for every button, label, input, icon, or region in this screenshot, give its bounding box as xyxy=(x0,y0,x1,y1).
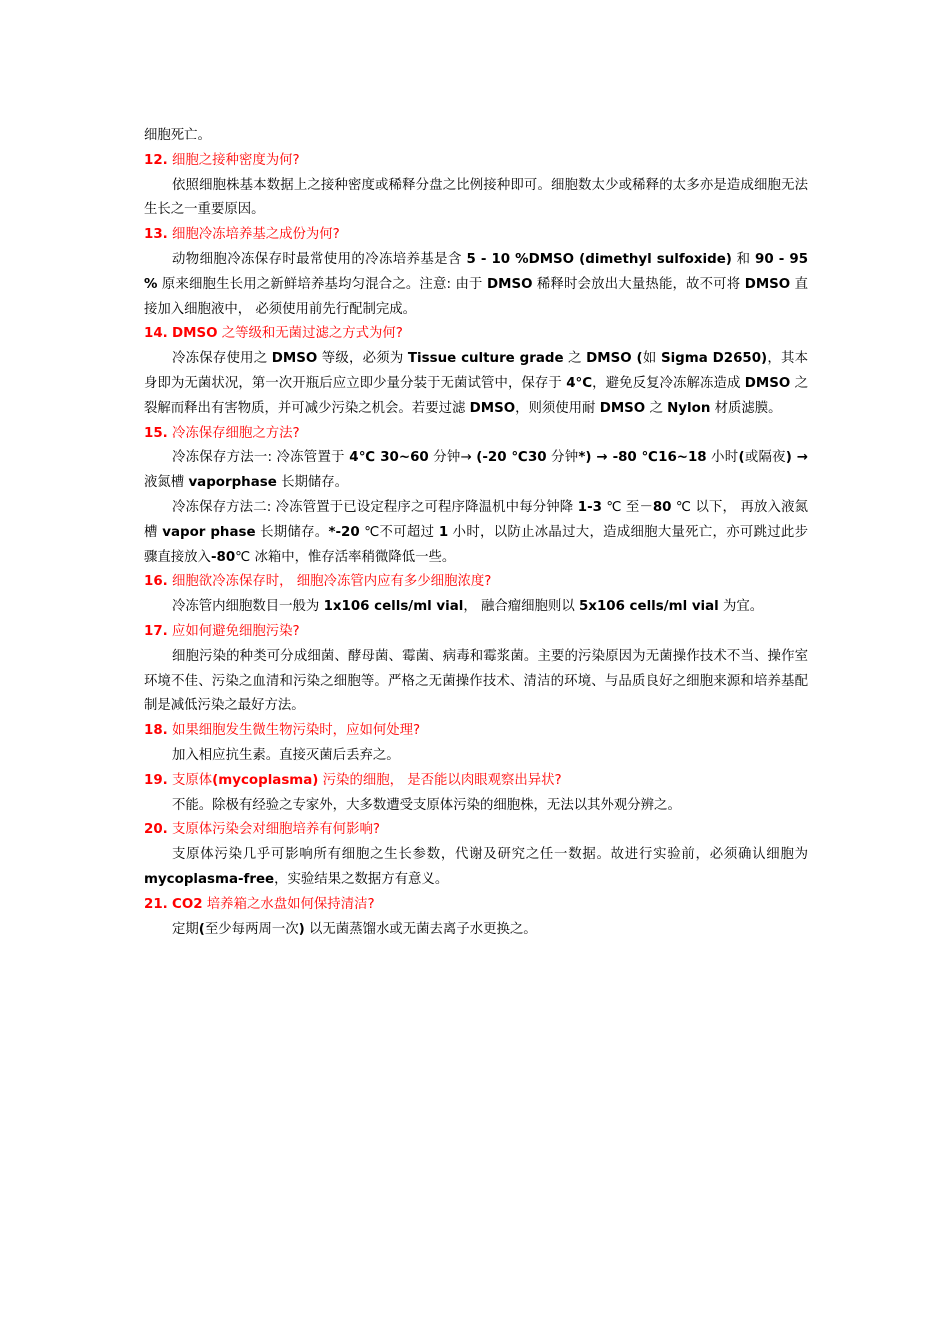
answer-bold: ( xyxy=(198,921,205,937)
answer-bold: (-20 ℃30 xyxy=(476,450,547,466)
answer-bold: DMSO ( xyxy=(586,351,643,367)
answer-bold: vapor phase xyxy=(162,524,256,540)
answer-text: 冷冻保存方法一: 冷冻管置于 xyxy=(172,450,350,466)
answer-text: 稀释时会放出大量热能，故不可将 xyxy=(532,276,745,292)
question-text: 冷冻保存细胞之方法? xyxy=(172,425,300,441)
answer-text: ℃不可超过 xyxy=(359,524,439,540)
question-number: 14. xyxy=(144,326,168,342)
answer-bold: Nylon xyxy=(667,400,711,416)
question-bold: CO2 xyxy=(172,896,203,912)
answer-bold: 1-3 xyxy=(577,499,602,515)
answer-20 xyxy=(144,843,808,893)
question-number: 12. xyxy=(144,152,168,168)
question-16-heading xyxy=(144,570,808,595)
question-text: 支原体污染会对细胞培养有何影响? xyxy=(172,822,380,838)
question-text: 细胞之接种密度为何? xyxy=(172,152,300,168)
answer-bold: ( xyxy=(738,450,745,466)
answer-text: ℃ 冰箱中，惟存活率稍微降低一些。 xyxy=(235,549,456,565)
answer-19: 不能。除极有经验之专家外，大多数遭受支原体污染的细胞株，无法以其外观分辨之。 xyxy=(172,797,681,813)
answer-text: ℃ 以下， 再放入液氮槽 xyxy=(144,499,808,540)
answer-bold: Sigma D2650) xyxy=(660,351,768,367)
question-17-heading xyxy=(144,620,808,645)
answer-text: 长期储存。 xyxy=(276,475,349,491)
question-19-heading xyxy=(144,769,808,794)
answer-text: 直接加入细胞液中， 必须使用前先行配制完成。 xyxy=(144,276,809,317)
question-number: 18. xyxy=(144,723,168,739)
answer-text: 至少每两周一次 xyxy=(204,921,299,937)
answer-bold: *) → -80 ℃16~18 xyxy=(578,450,707,466)
answer-bold: DMSO xyxy=(599,400,646,416)
question-number: 19. xyxy=(144,772,168,788)
answer-text: ℃ 至－ xyxy=(601,499,653,515)
answer-bold: DMSO xyxy=(744,276,791,292)
answer-text: 冷冻管内细胞数目一般为 xyxy=(172,599,324,615)
answer-bold: 5x106 cells/ml vial xyxy=(578,599,719,615)
answer-text: 和 xyxy=(731,251,756,267)
question-text: 之等级和无菌过滤之方式为何? xyxy=(217,326,403,342)
question-15-heading xyxy=(144,422,808,447)
answer-bold: DMSO xyxy=(469,400,516,416)
answer-text: 小时，以防止冰晶过大，造成细胞大量死亡，亦可跳过此步骤直接放入 xyxy=(144,524,808,565)
document-body xyxy=(144,124,808,942)
answer-text: 为宜。 xyxy=(718,599,764,615)
answer-17: 细胞污染的种类可分成细菌、酵母菌、霉菌、病毒和霉浆菌。主要的污染原因为无菌操作技术不当、操作室环境不佳、污染之血清和污染之细胞等。严格之无菌操作技术、清洁的环境、与品质良好之细胞来源和培养基配制是减低污染之最好方法。 xyxy=(144,648,808,714)
question-20-heading xyxy=(144,818,808,843)
answer-18: 加入相应抗生素。直接灭菌后丢弃之。 xyxy=(172,747,400,763)
question-text: 培养箱之水盘如何保持清洁? xyxy=(202,896,375,912)
answer-21 xyxy=(144,918,808,943)
answer-bold: 80 xyxy=(652,499,672,515)
question-text: 污染的细胞， 是否能以肉眼观察出异状? xyxy=(318,772,562,788)
answer-text: 以无菌蒸馏水或无菌去离子水更换之。 xyxy=(304,921,537,937)
answer-bold: 1x106 cells/ml vial xyxy=(323,599,464,615)
question-text: 如果细胞发生微生物污染时，应如何处理? xyxy=(172,723,421,739)
answer-text: 冷冻保存方法二: 冷冻管置于已设定程序之可程序降温机中每分钟降 xyxy=(172,499,578,515)
answer-text: 之裂解而释出有害物质，并可减少污染之机会。若要过滤 xyxy=(144,375,808,416)
question-bold: (mycoplasma) xyxy=(212,772,319,788)
question-number: 21. xyxy=(144,896,168,912)
answer-bold: 5 - 10 %DMSO (dimethyl sulfoxide) xyxy=(466,251,732,267)
question-12-heading xyxy=(144,149,808,174)
question-18-heading xyxy=(144,719,808,744)
answer-text: 或隔夜 xyxy=(744,450,786,466)
answer-text: 冷冻保存使用之 xyxy=(172,351,272,367)
question-13-heading xyxy=(144,223,808,248)
answer-text: 分钟 xyxy=(546,450,579,466)
answer-text: 原来细胞生长用之新鲜培养基均匀混合之。注意: 由于 xyxy=(157,276,488,292)
answer-bold: 4℃ 30~60 xyxy=(349,450,429,466)
answer-text: 液氮槽 xyxy=(144,475,189,491)
question-text: 细胞欲冷冻保存时， 细胞冷冻管内应有多少细胞浓度? xyxy=(172,574,492,590)
answer-15-method-2 xyxy=(144,496,808,570)
answer-13 xyxy=(144,248,808,322)
answer-14 xyxy=(144,347,808,421)
answer-text: ，避免反复冷冻解冻造成 xyxy=(592,375,745,391)
question-number: 20. xyxy=(144,822,168,838)
answer-bold: 90 - 95 % xyxy=(144,251,809,292)
question-number: 15. xyxy=(144,425,168,441)
answer-bold: 1 xyxy=(438,524,449,540)
answer-15-method-1 xyxy=(144,446,808,496)
answer-text: 材质滤膜。 xyxy=(710,400,782,416)
question-14-heading xyxy=(144,322,808,347)
answer-text: 定期 xyxy=(172,921,199,937)
answer-text: 分钟→ xyxy=(428,450,477,466)
answer-12: 依照细胞株基本数据上之接种密度或稀释分盘之比例接种即可。细胞数太少或稀释的太多亦是造成细胞无法生长之一重要原因。 xyxy=(144,177,808,218)
answer-text: 之 xyxy=(563,351,587,367)
answer-text: 如 xyxy=(642,351,661,367)
answer-bold: vaporphase xyxy=(188,475,277,491)
question-text: 支原体 xyxy=(172,772,213,788)
answer-bold: Tissue culture grade xyxy=(407,351,564,367)
continuation-text: 细胞死亡。 xyxy=(144,128,211,143)
answer-text: 等级，必须为 xyxy=(317,351,408,367)
answer-bold: 4°C xyxy=(566,375,593,391)
question-number: 13. xyxy=(144,227,168,243)
question-text: 细胞冷冻培养基之成份为何? xyxy=(172,227,340,243)
answer-bold: ) xyxy=(298,921,305,937)
answer-bold: DMSO xyxy=(271,351,318,367)
answer-text: 长期储存。 xyxy=(255,524,329,540)
question-21-heading xyxy=(144,893,808,918)
answer-text: ， 融合瘤细胞则以 xyxy=(463,599,579,615)
answer-text: ，实验结果之数据方有意义。 xyxy=(274,871,449,887)
question-number: 16. xyxy=(144,574,168,590)
answer-bold: DMSO xyxy=(487,276,533,292)
answer-bold: DMSO xyxy=(744,375,791,391)
answer-text: ，则须使用耐 xyxy=(515,400,600,416)
answer-bold: *-20 xyxy=(328,524,360,540)
answer-text: 支原体污染几乎可影响所有细胞之生长参数，代谢及研究之任一数据。故进行实验前，必须确认细胞为 xyxy=(172,847,808,863)
answer-bold: ) → xyxy=(785,450,809,466)
question-bold: DMSO xyxy=(172,326,218,342)
answer-text: 小时 xyxy=(706,450,739,466)
answer-text: 动物细胞冷冻保存时最常使用的冷冻培养基是含 xyxy=(172,251,467,267)
question-text: 应如何避免细胞污染? xyxy=(172,623,300,639)
answer-text: ，其本身即为无菌状况，第一次开瓶后应立即少量分装于无菌试管中，保存于 xyxy=(144,351,809,391)
question-number: 17. xyxy=(144,623,168,639)
answer-bold: -80 xyxy=(210,549,236,565)
answer-text: 之 xyxy=(645,400,668,416)
answer-16 xyxy=(144,595,808,620)
answer-bold: mycoplasma-free xyxy=(144,871,275,887)
